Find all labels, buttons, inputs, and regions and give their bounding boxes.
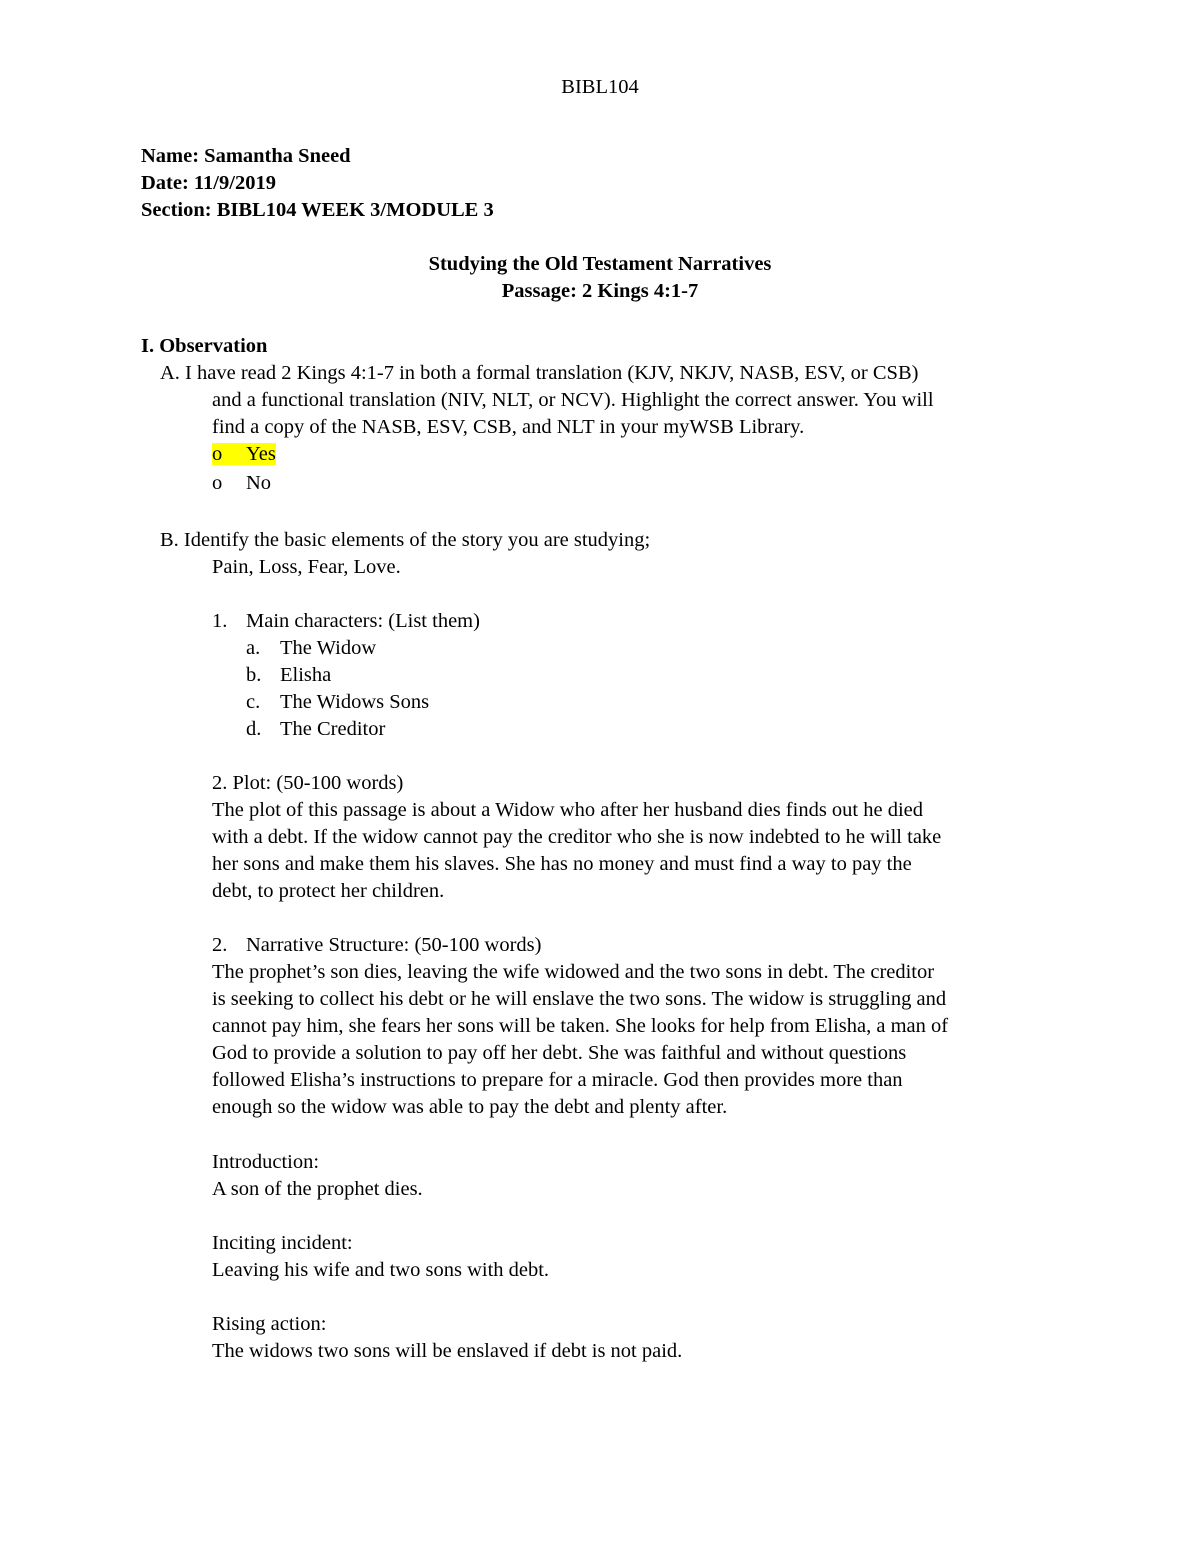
list-letter: d. [246, 718, 262, 740]
character-name: The Widows Sons [280, 691, 430, 713]
item-a-line-3: find a copy of the NASB, ESV, CSB, and NLT in your myWSB Library. [212, 416, 805, 438]
introduction-text: A son of the prophet dies. [212, 1178, 423, 1200]
plot-line: The plot of this passage is about a Widow who after her husband dies finds out he died [212, 799, 924, 821]
narrative-structure-label: Narrative Structure: (50-100 words) [246, 934, 542, 956]
plot-heading: 2. Plot: (50-100 words) [212, 772, 404, 794]
item-b-line-1: B. Identify the basic elements of the story you are studying; [160, 529, 651, 551]
option-no[interactable] [212, 470, 271, 497]
item-b-line-2: Pain, Loss, Fear, Love. [212, 556, 401, 578]
section-heading-observation: I. Observation [141, 335, 268, 357]
character-item [246, 716, 385, 743]
course-section: Section: BIBL104 WEEK 3/MODULE 3 [141, 199, 494, 221]
character-name: The Creditor [280, 718, 386, 740]
list-letter: c. [246, 691, 261, 713]
inciting-incident-label: Inciting incident: [212, 1232, 353, 1254]
plot-line: with a debt. If the widow cannot pay the creditor who she is now indebted to he will take [212, 826, 942, 848]
passage-reference: Passage: 2 Kings 4:1-7 [501, 280, 699, 302]
plot-line: her sons and make them his slaves. She has no money and must find a way to pay the [212, 853, 912, 875]
inciting-incident-text: Leaving his wife and two sons with debt. [212, 1259, 550, 1281]
rising-action-label: Rising action: [212, 1313, 327, 1335]
student-name: Name: Samantha Sneed [141, 145, 351, 167]
document-title: Studying the Old Testament Narratives [428, 253, 772, 275]
main-characters-heading [212, 608, 480, 635]
plot-line: debt, to protect her children. [212, 880, 445, 902]
item-a-line-2: and a functional translation (NIV, NLT, or NCV). Highlight the correct answer. You will [212, 389, 934, 411]
rising-action-text: The widows two sons will be enslaved if debt is not paid. [212, 1340, 683, 1362]
character-name: The Widow [280, 637, 377, 659]
main-characters-label: Main characters: (List them) [246, 610, 480, 632]
structure-line: is seeking to collect his debt or he will enslave the two sons. The widow is struggling and [212, 988, 947, 1010]
list-number: 1. [212, 610, 228, 632]
list-number: 2. [212, 934, 228, 956]
option-bullet: o [212, 443, 223, 465]
structure-line: The prophet’s son dies, leaving the wife widowed and the two sons in debt. The creditor [212, 961, 935, 983]
structure-line: followed Elisha’s instructions to prepare for a miracle. God then provides more than [212, 1069, 903, 1091]
submission-date: Date: 11/9/2019 [141, 172, 276, 194]
character-name: Elisha [280, 664, 332, 686]
item-a-line-1: A. I have read 2 Kings 4:1-7 in both a formal translation (KJV, NKJV, NASB, ESV, or CSB) [160, 362, 919, 384]
course-header: BIBL104 [561, 76, 639, 98]
character-item [246, 635, 376, 662]
option-bullet: o [212, 472, 223, 494]
structure-line: cannot pay him, she fears her sons will be taken. She looks for help from Elisha, a man of [212, 1015, 949, 1037]
structure-line: God to provide a solution to pay off her debt. She was faithful and without questions [212, 1042, 907, 1064]
list-letter: b. [246, 664, 262, 686]
list-letter: a. [246, 637, 261, 659]
narrative-structure-heading [212, 932, 541, 959]
introduction-label: Introduction: [212, 1151, 320, 1173]
option-yes[interactable] [212, 441, 276, 468]
option-no-label: No [246, 472, 272, 494]
option-yes-label: Yes [246, 443, 276, 465]
character-item [246, 689, 429, 716]
character-item [246, 662, 331, 689]
structure-line: enough so the widow was able to pay the debt and plenty after. [212, 1096, 728, 1118]
